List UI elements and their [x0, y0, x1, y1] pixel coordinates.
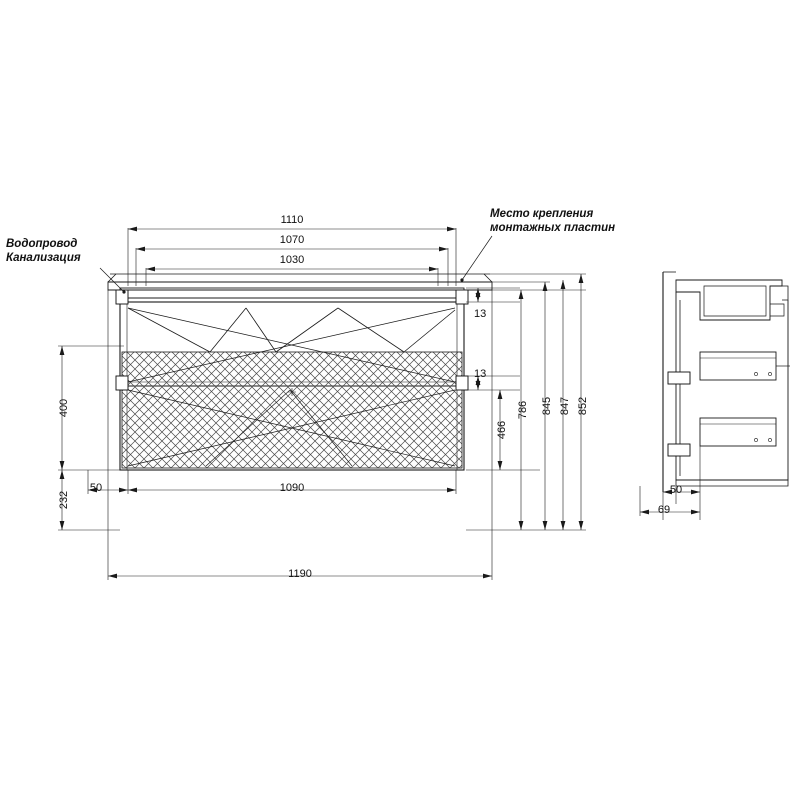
- dim-1030: 1030: [279, 254, 305, 266]
- dim-69-side: 69: [657, 504, 671, 516]
- front-view-cabinet: [108, 274, 492, 470]
- dim-847: 847: [559, 396, 571, 416]
- dim-400: 400: [58, 398, 70, 418]
- label-sewerage: Канализация: [6, 252, 81, 264]
- dim-1110: 1110: [280, 214, 304, 226]
- dim-50-front: 50: [89, 482, 103, 494]
- dim-466: 466: [496, 420, 508, 440]
- side-view-cabinet: [663, 272, 790, 492]
- dim-13-top: 13: [474, 308, 487, 320]
- dim-1190: 1190: [288, 568, 312, 580]
- dim-50-side: 50: [669, 484, 683, 496]
- label-mounting-plates-line2: монтажных пластин: [490, 222, 616, 234]
- dim-13-mid: 13: [474, 368, 487, 380]
- label-mounting-plates-line1: Место крепления: [490, 208, 594, 220]
- dim-1090: 1090: [279, 482, 305, 494]
- dim-786: 786: [517, 400, 529, 420]
- dim-232: 232: [58, 490, 70, 510]
- dim-1070: 1070: [279, 234, 305, 246]
- dim-845: 845: [541, 396, 553, 416]
- label-water-supply: Водопровод: [6, 238, 78, 250]
- dim-852: 852: [577, 396, 589, 416]
